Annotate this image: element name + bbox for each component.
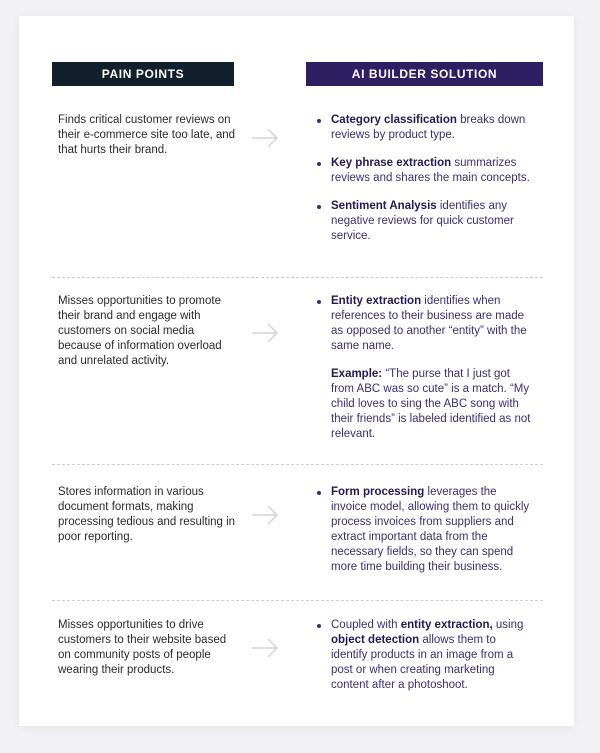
pain-points-header: PAIN POINTS <box>52 62 234 86</box>
solution-bullet: Coupled with entity extraction, using object detection allows them to identify products in an image from a post or when creating marketing content after a photoshoot. <box>316 618 534 693</box>
arrow-right-icon <box>250 126 280 150</box>
pain-point-text: Finds critical customer reviews on their e-commerce site too late, and that hurts their brand. <box>58 114 236 156</box>
arrow-right-icon <box>250 321 280 345</box>
solution-list <box>316 618 534 706</box>
pain-point-text: Misses opportunities to drive customers to their website based on community posts of people wearing their products. <box>58 619 227 676</box>
pain-point-text: Stores information in various document formats, making processing tedious and resulting in poor reporting. <box>58 486 236 543</box>
arrow-right-icon <box>250 636 280 660</box>
solution-list <box>316 294 534 454</box>
bullet-dot <box>317 300 321 304</box>
solution-list <box>316 485 534 588</box>
bullet-dot <box>317 624 321 628</box>
bullet-dot <box>317 491 321 495</box>
solution-bullet: Entity extraction identifies when references to their business are made as opposed to another “entity” with the same name. <box>316 294 534 354</box>
solution-bullet: Category classification breaks down reviews by product type. <box>316 113 534 143</box>
solution-bullet: Form processing leverages the invoice model, allowing them to quickly process invoices from suppliers and extract important data from the necessary fields, so they can spend more time building their business. <box>316 485 534 575</box>
row-divider <box>52 277 543 278</box>
example-paragraph: Example: “The purse that I just got from ABC was so cute” is a match. “My child loves to sing the ABC song with their friends” is labeled identified as not relevant. <box>331 368 531 440</box>
bullet-dot <box>317 205 321 209</box>
bullet-dot <box>317 162 321 166</box>
bullet-dot <box>317 119 321 123</box>
arrow-right-icon <box>250 503 280 527</box>
pain-point-text: Misses opportunities to promote their brand and engage with customers on social media because of information overload and unrelated activity. <box>58 295 222 367</box>
solution-bullet: Sentiment Analysis identifies any negative reviews for quick customer service. <box>316 199 534 244</box>
row-divider <box>52 600 543 601</box>
solution-bullet: Key phrase extraction summarizes reviews and shares the main concepts. <box>316 156 534 186</box>
solution-list <box>316 113 534 257</box>
ai-builder-solution-header: AI BUILDER SOLUTION <box>306 62 543 86</box>
row-divider <box>52 464 543 465</box>
